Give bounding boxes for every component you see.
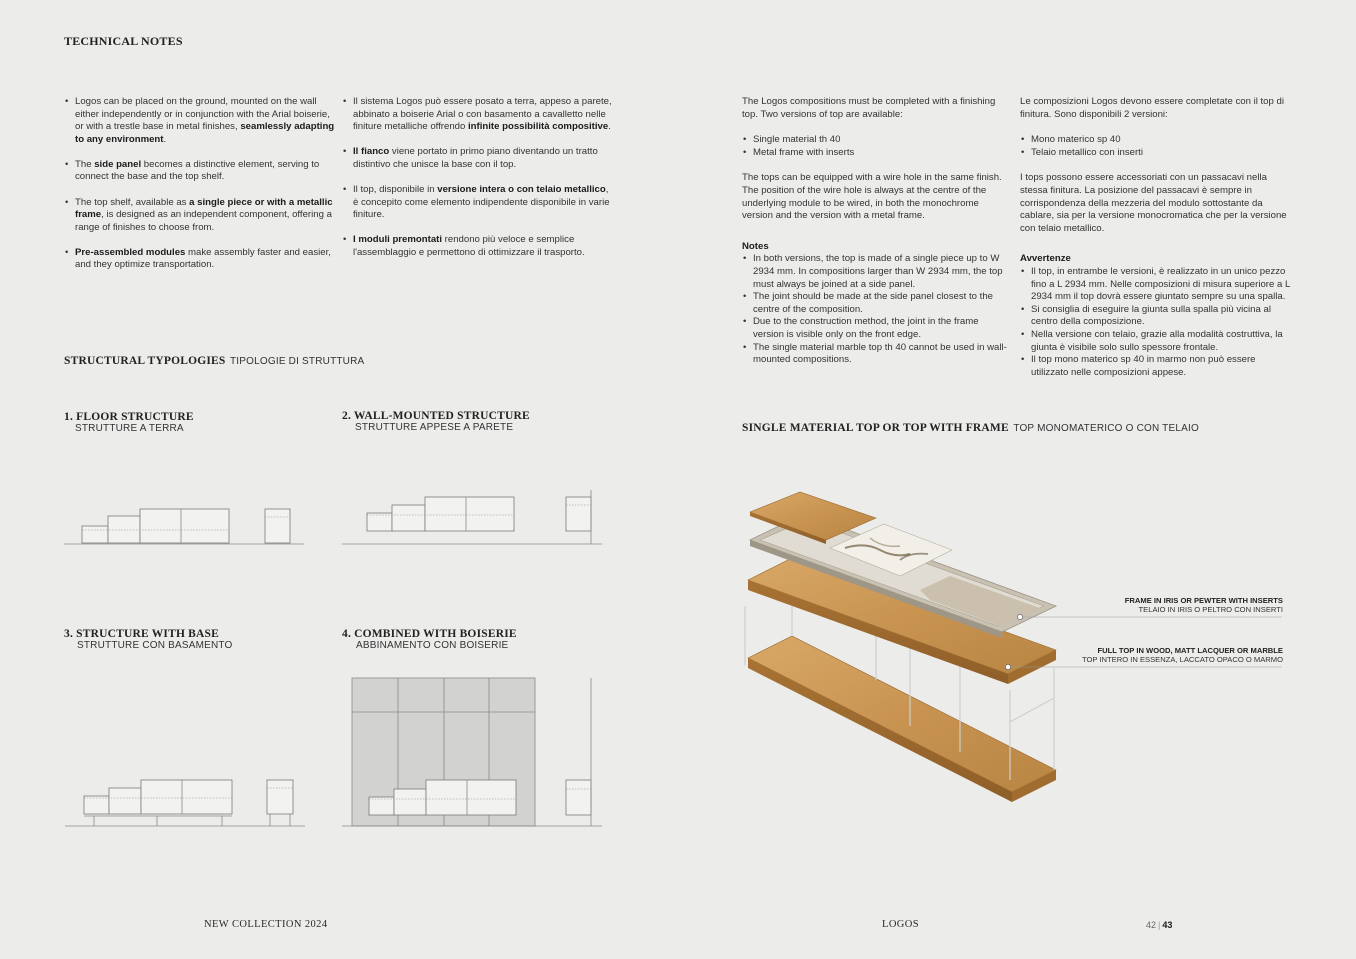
page-number-left: 42 xyxy=(1146,920,1157,930)
list-item: • Mono materico sp 40 xyxy=(1031,134,1292,147)
list-item: • Metal frame with inserts xyxy=(753,147,1010,160)
list-item: • Single material th 40 xyxy=(753,134,1010,147)
typology-3-label: 3. STRUCTURE WITH BASE STRUTTURE CON BASAMENTO xyxy=(64,628,233,651)
typology-4-label: 4. COMBINED WITH BOISERIE ABBINAMENTO CON BOISERIE xyxy=(342,628,517,651)
list-item: • The joint should be made at the side panel closest to the centre of the composition. xyxy=(753,291,1010,316)
list-item: • Telaio metallico con inserti xyxy=(1031,147,1292,160)
list-item: • Logos can be placed on the ground, mounted on the wall either independently or in conjunction with the Arial boiserie, or with a trestle base in metal finishes, seamlessly adapting to any environment. xyxy=(75,96,336,146)
list-item: • Il fianco viene portato in primo piano diventando un tratto distintivo che unisce la base con il top. xyxy=(353,146,614,171)
list-item: • In both versions, the top is made of a single piece up to W 2934 mm. In compositions larger than W 2934 mm, the top must always be joined at a side panel. xyxy=(753,253,1010,291)
top-section-heading: SINGLE MATERIAL TOP OR TOP WITH FRAME TOP MONOMATERICO O CON TELAIO xyxy=(742,422,1199,434)
top-info-en: The Logos compositions must be completed with a finishing top. Two versions of top are available: • Single material th 40 • Metal frame with inserts The tops can be equipped with a wire hole in the same finish. The position of the wire hole is always at the centre of the underlying module to be wired, in both the monochrome version and the version with a metal frame. Notes • In both versions, the top is made of a single piece up to W 2934 mm. In compositions larger than W 2934 mm, the top must always be joined at a side panel. • The joint should be made at the side panel closest to the centre of the composition. • Due to the construction method, the joint in the frame version is visible only on the front edge. • The single material marble top th 40 cannot be used in wall-mounted compositions. xyxy=(742,96,1010,367)
footer-brand: LOGOS xyxy=(882,919,920,930)
list-item: • The top shelf, available as a single piece or with a metallic frame, is designed as an independent component, offering a range of finishes to choose from. xyxy=(75,197,336,235)
list-item: • Il top mono materico sp 40 in marmo non può essere utilizzato nelle composizioni appese. xyxy=(1031,354,1292,379)
typology-1-label: 1. FLOOR STRUCTURE STRUTTURE A TERRA xyxy=(64,411,194,434)
list-item: • Il top, in entrambe le versioni, è realizzato in un unico pezzo fino a L 2934 mm. Nelle composizioni di misura superiore a L 2934 mm il top dovrà essere giuntato sempre su una spalla. xyxy=(1031,266,1292,304)
list-item: • Due to the construction method, the joint in the frame version is visible only on the front edge. xyxy=(753,316,1010,341)
list-item: • Il sistema Logos può essere posato a terra, appeso a parete, abbinato a boiserie Arial o con basamento a cavalletto nelle finiture metalliche offrendo infinite possibilità compositive. xyxy=(353,96,614,134)
list-item: • I moduli premontati rendono più veloce e semplice l'assemblaggio e permettono di ottimizzare il trasporto. xyxy=(353,234,614,259)
top-info-it: Le composizioni Logos devono essere completate con il top di finitura. Sono disponibili 2 versioni: • Mono materico sp 40 • Telaio metallico con inserti I tops possono essere accessoriati con un passacavi nella stessa finitura. La posizione del passacavi è sempre in corrispondenza della mezzeria del modulo sottostante da cablare, sia per la versione monocromatica che per la versione con telaio metallico. Avvertenze • Il top, in entrambe le versioni, è realizzato in un unico pezzo fino a L 2934 mm. Nelle composizioni di misura superiore a L 2934 mm il top dovrà essere giuntato sempre su una spalla. • Si consiglia di eseguire la giunta sulla spalla più vicina al centro della composizione. • Nella versione con telaio, grazie alla modalità costruttiva, la giunta è visibile solo sullo spessore frontale. • Il top mono materico sp 40 in marmo non può essere utilizzato nelle composizioni appese. xyxy=(1020,96,1292,379)
callout-full-top: FULL TOP IN WOOD, MATT LACQUER OR MARBLE TOP INTERO IN ESSENZA, LACCATO OPACO O MARMO xyxy=(1082,646,1283,664)
list-item: • Il top, disponibile in versione intera o con telaio metallico, è concepito come elemento indipendente disponibile in varie finiture. xyxy=(353,184,614,222)
list-item: • Nella versione con telaio, grazie alla modalità costruttiva, la giunta è visibile solo sullo spessore frontale. xyxy=(1031,329,1292,354)
footer-collection: NEW COLLECTION 2024 xyxy=(204,919,328,930)
list-item: • Si consiglia di eseguire la giunta sulla spalla più vicina al centro della composizione. xyxy=(1031,304,1292,329)
list-item: • Pre-assembled modules make assembly faster and easier, and they optimize transportation. xyxy=(75,247,336,272)
typology-2-label: 2. WALL-MOUNTED STRUCTURE STRUTTURE APPESE A PARETE xyxy=(342,410,530,433)
typologies-heading: STRUCTURAL TYPOLOGIES TIPOLOGIE DI STRUTTURA xyxy=(64,355,365,367)
list-item: • The single material marble top th 40 cannot be used in wall-mounted compositions. xyxy=(753,342,1010,367)
page-numbers: 42 | 43 xyxy=(1146,920,1173,930)
callout-frame: FRAME IN IRIS OR PEWTER WITH INSERTS TELAIO IN IRIS O PELTRO CON INSERTI xyxy=(1124,596,1283,614)
page-number-right: 43 xyxy=(1162,920,1173,930)
list-item: • The side panel becomes a distinctive element, serving to connect the base and the top shelf. xyxy=(75,159,336,184)
page-title: TECHNICAL NOTES xyxy=(64,34,183,48)
